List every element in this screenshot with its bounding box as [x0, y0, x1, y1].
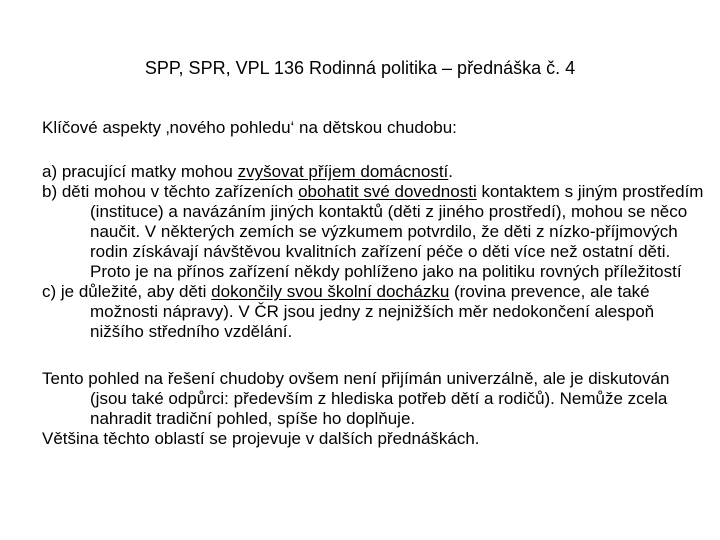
list-item-a [42, 162, 708, 182]
list-item-a-suffix: . [448, 162, 454, 181]
slide-body [42, 118, 708, 449]
closing-note: Většina těchto oblastí se projevuje v dalších přednáškách. [42, 429, 480, 448]
list-item-c [42, 282, 708, 342]
closing-paragraph: Tento pohled na řešení chudoby ovšem není přijímán univerzálně, ale je diskutován (jsou také odpůrci: především z hlediska potřeb dětí a rodičů). Nemůže zcela nahradit tradiční pohled, spíše ho doplňuje. [42, 369, 670, 428]
slide-title: SPP, SPR, VPL 136 Rodinná politika – přednáška č. 4 [144, 58, 576, 78]
list-item-c-prefix: c) je důležité, aby děti [42, 282, 212, 301]
list-item-c-emphasis: dokončily svou školní docházku [211, 282, 450, 301]
section-heading: Klíčové aspekty ‚nového pohledu‘ na dětskou chudobu: [42, 118, 457, 137]
list-item-b-emphasis: obohatit své dovednosti [298, 182, 477, 201]
list-item-b [42, 182, 708, 282]
list-item-b-suffix: kontaktem s jiným prostředím (instituce) a navázáním jiných kontaktů (děti z jiného prostředí), mohou se něco naučit. V některých zemích se výzkumem potvrdilo, že děti z nízko-příjmových rodin získávají návštěvou kvalitních zařízení péče o děti více než ostatní děti. Proto je na přínos zařízení někdy pohlíženo jako na politiku rovných příležitostí [90, 182, 704, 281]
list-item-b-prefix: b) děti mohou v těchto zařízeních [42, 182, 299, 201]
list-item-a-emphasis: zvyšovat příjem domácností [237, 162, 449, 181]
spacer [42, 342, 708, 369]
list-item-a-prefix: a) pracující matky mohou [42, 162, 238, 181]
list-item-c-suffix: (rovina prevence, ale také možnosti nápravy). V ČR jsou jedny z nejnižších měr nedokončení alespoň nižšího středního vzdělání. [90, 282, 655, 341]
